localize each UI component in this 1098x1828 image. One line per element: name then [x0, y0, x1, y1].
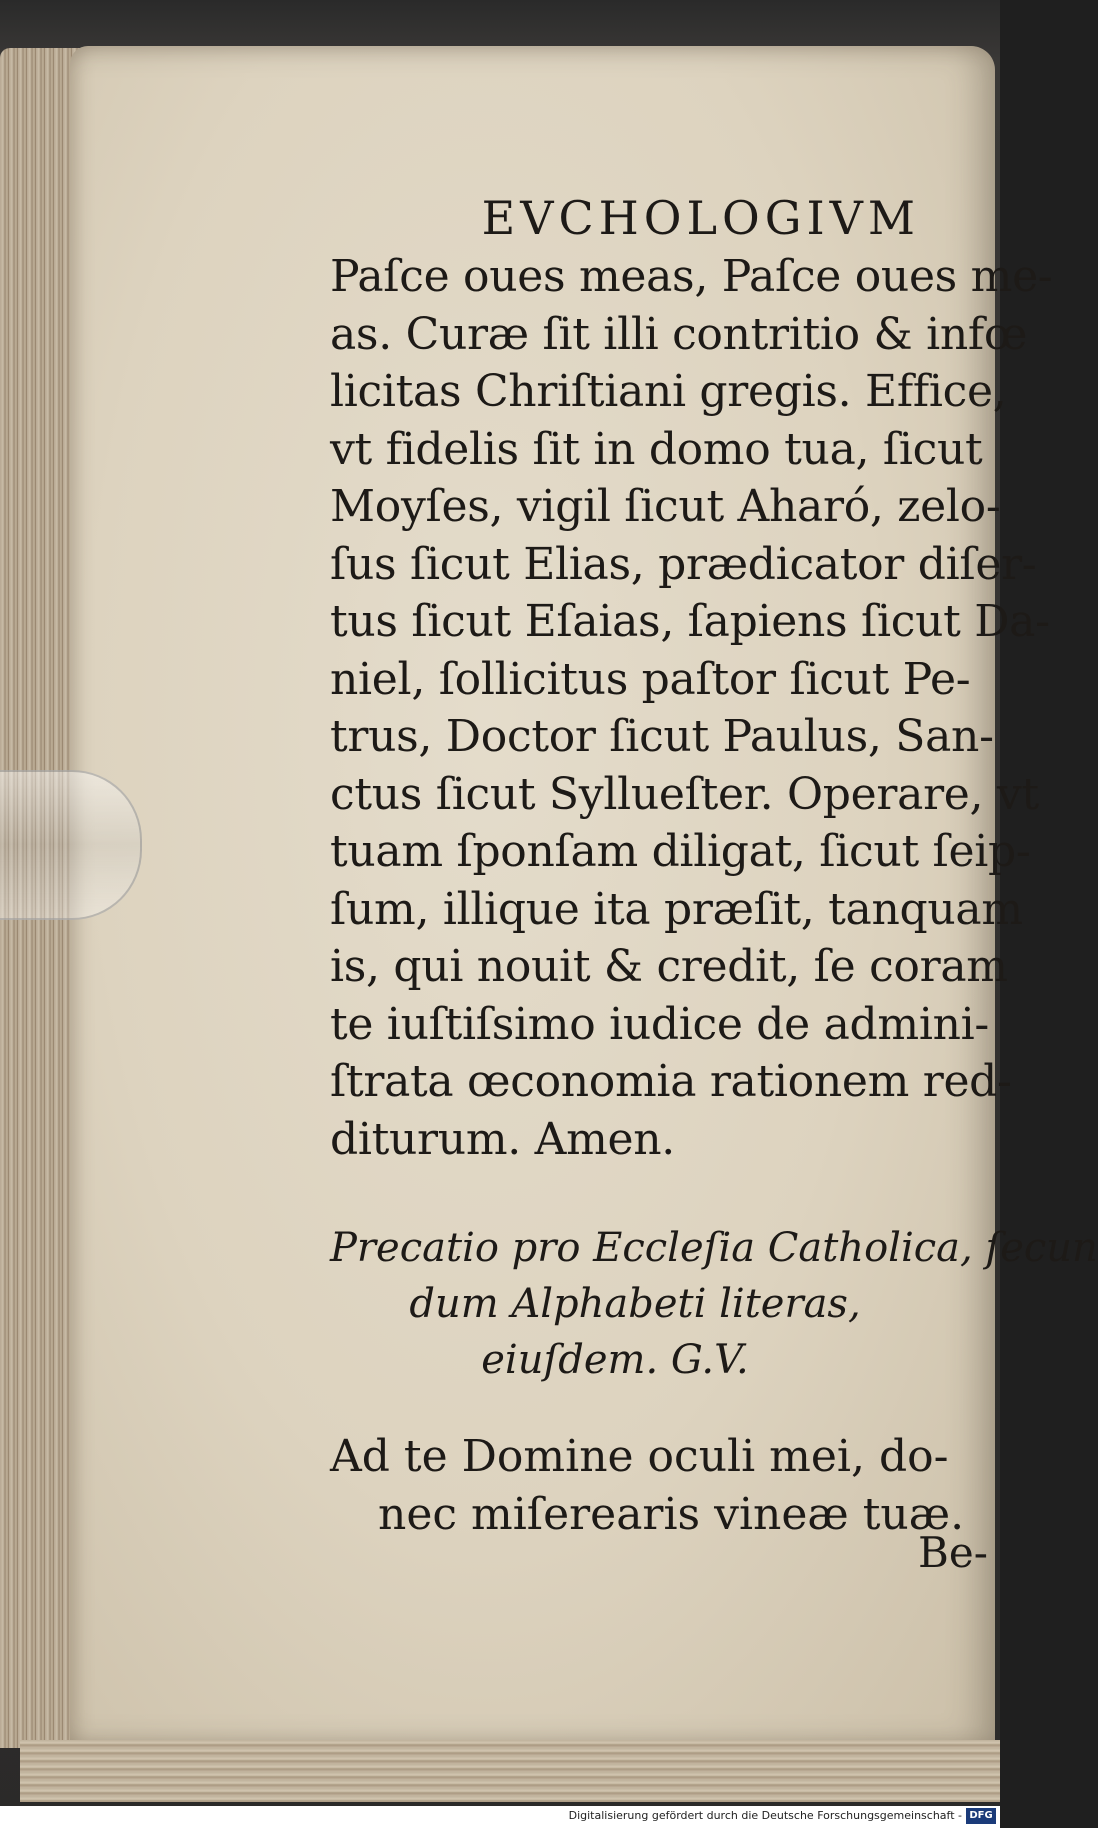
text-line: Moyſes, vigil ſicut Aharó, zelo-	[330, 481, 1001, 532]
text-line: as. Curæ ſit illi contritio & infœ	[330, 308, 1028, 360]
digitization-credit: Digitalisierung gefördert durch die Deutsche Forschungsgemeinschaft -	[568, 1809, 962, 1822]
text-line: Paſce oues meas, Paſce oues me-	[330, 251, 1053, 302]
text-line: tus ſicut Eſaias, ſapiens ſicut Da-	[330, 596, 1050, 647]
prayer-heading	[330, 1220, 1098, 1388]
page-text	[330, 190, 1098, 1544]
text-line: ctus ſicut Syllueſter. Operare, vt	[330, 768, 1039, 820]
text-line: diturum. Amen.	[330, 1113, 675, 1165]
prayer-heading-line: eiuſdem. G.V.	[481, 1337, 749, 1383]
text-line: is, qui nouit & credit, ſe coram	[330, 941, 1008, 992]
prayer-text-line: Ad te Domine oculi mei, do-	[330, 1431, 949, 1482]
text-line: ſus ſicut Elias, prædicator diſer-	[330, 538, 1037, 590]
prayer-heading-line: Precatio pro Eccleſia Catholica, ſecun	[330, 1225, 1098, 1271]
catchword: Be-	[918, 1528, 988, 1577]
prayer-text-line: nec miſerearis vineæ tuæ.	[378, 1489, 965, 1540]
prayer-text	[330, 1428, 980, 1544]
text-line: tuam ſponſam diligat, ſicut ſeip-	[330, 826, 1031, 877]
text-line: ſum, illique ita præſit, tanquam	[330, 883, 1023, 935]
text-line: niel, ſollicitus paſtor ſicut Pe-	[330, 653, 971, 705]
page-holder-clip	[0, 770, 142, 920]
text-line: trus, Doctor ſicut Paulus, San-	[330, 711, 994, 762]
prayer-heading-line: dum Alphabeti literas,	[409, 1281, 861, 1327]
text-line: ſtrata œconomia rationem red-	[330, 1056, 1012, 1107]
body-text	[330, 248, 1053, 1168]
dfg-logo-icon: DFG	[966, 1808, 996, 1824]
book-bottom-edges	[20, 1740, 1000, 1802]
text-line: te iuſtiſsimo iudice de admini-	[330, 998, 989, 1050]
running-header: EVCHOLOGIVM	[481, 191, 920, 245]
text-line: vt fidelis ſit in domo tua, ſicut	[330, 423, 983, 475]
text-line: licitas Chriſtiani gregis. Effice,	[330, 366, 1007, 417]
